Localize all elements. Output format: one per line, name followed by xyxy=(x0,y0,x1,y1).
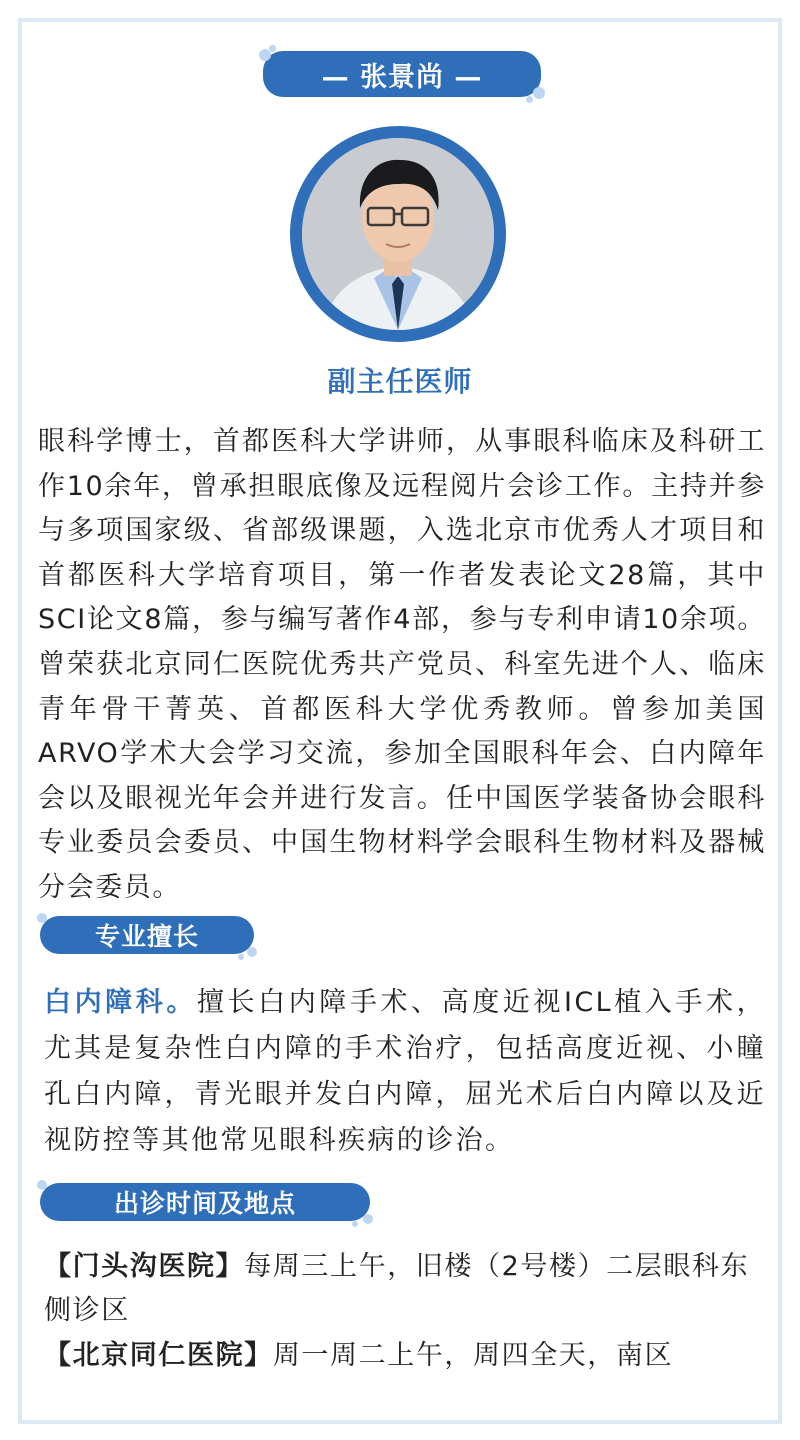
doctor-title: 副主任医师 xyxy=(327,365,473,398)
doctor-name: — 张景尚 — xyxy=(321,61,483,93)
schedule-location-1 xyxy=(44,1245,764,1333)
schedule-heading-banner xyxy=(40,1183,370,1221)
specialty-heading-banner xyxy=(40,916,254,954)
hospital-name: 【门头沟医院】 xyxy=(44,1251,245,1282)
hospital-name: 【北京同仁医院】 xyxy=(44,1340,273,1371)
doctor-avatar xyxy=(302,138,494,330)
schedule-details: 每周三上午，旧楼（2号楼）二层眼科东侧诊区 xyxy=(44,1251,750,1326)
doctor-name-banner xyxy=(263,51,541,97)
schedule-heading: 出诊时间及地点 xyxy=(113,1189,296,1218)
specialty-text xyxy=(44,980,766,1164)
specialty-description: 擅长白内障手术、高度近视ICL植入手术，尤其是复杂性白内障的手术治疗，包括高度近视、小瞳孔白内障，青光眼并发白内障，屈光术后白内障以及近视防控等其他常见眼科疾病的诊治。 xyxy=(44,987,767,1156)
schedule-location-2 xyxy=(44,1334,764,1378)
doctor-bio: 眼科学博士，首都医科大学讲师，从事眼科临床及科研工作10余年，曾承担眼底像及远程阅片会诊工作。主持并参与多项国家级、省部级课题，入选北京市优秀人才项目和首都医科大学培育项目，第一作者发表论文28篇，其中SCI论文8篇，参与编写著作4部，参与专利申请10余项。曾荣获北京同仁医院优秀共产党员、科室先进个人、临床青年骨干菁英、首都医科大学优秀教师。曾参加美国ARVO学术大会学习交流，参加全国眼科年会、白内障年会以及眼视光年会并进行发言。任中国医学装备协会眼科专业委员会委员、中国生物材料学会眼科生物材料及器械分会委员。 xyxy=(38,426,766,903)
schedule-details: 周一周二上午，周四全天，南区 xyxy=(272,1340,674,1371)
specialty-highlight: 白内障科。 xyxy=(44,987,197,1018)
specialty-heading: 专业擅长 xyxy=(94,922,199,951)
